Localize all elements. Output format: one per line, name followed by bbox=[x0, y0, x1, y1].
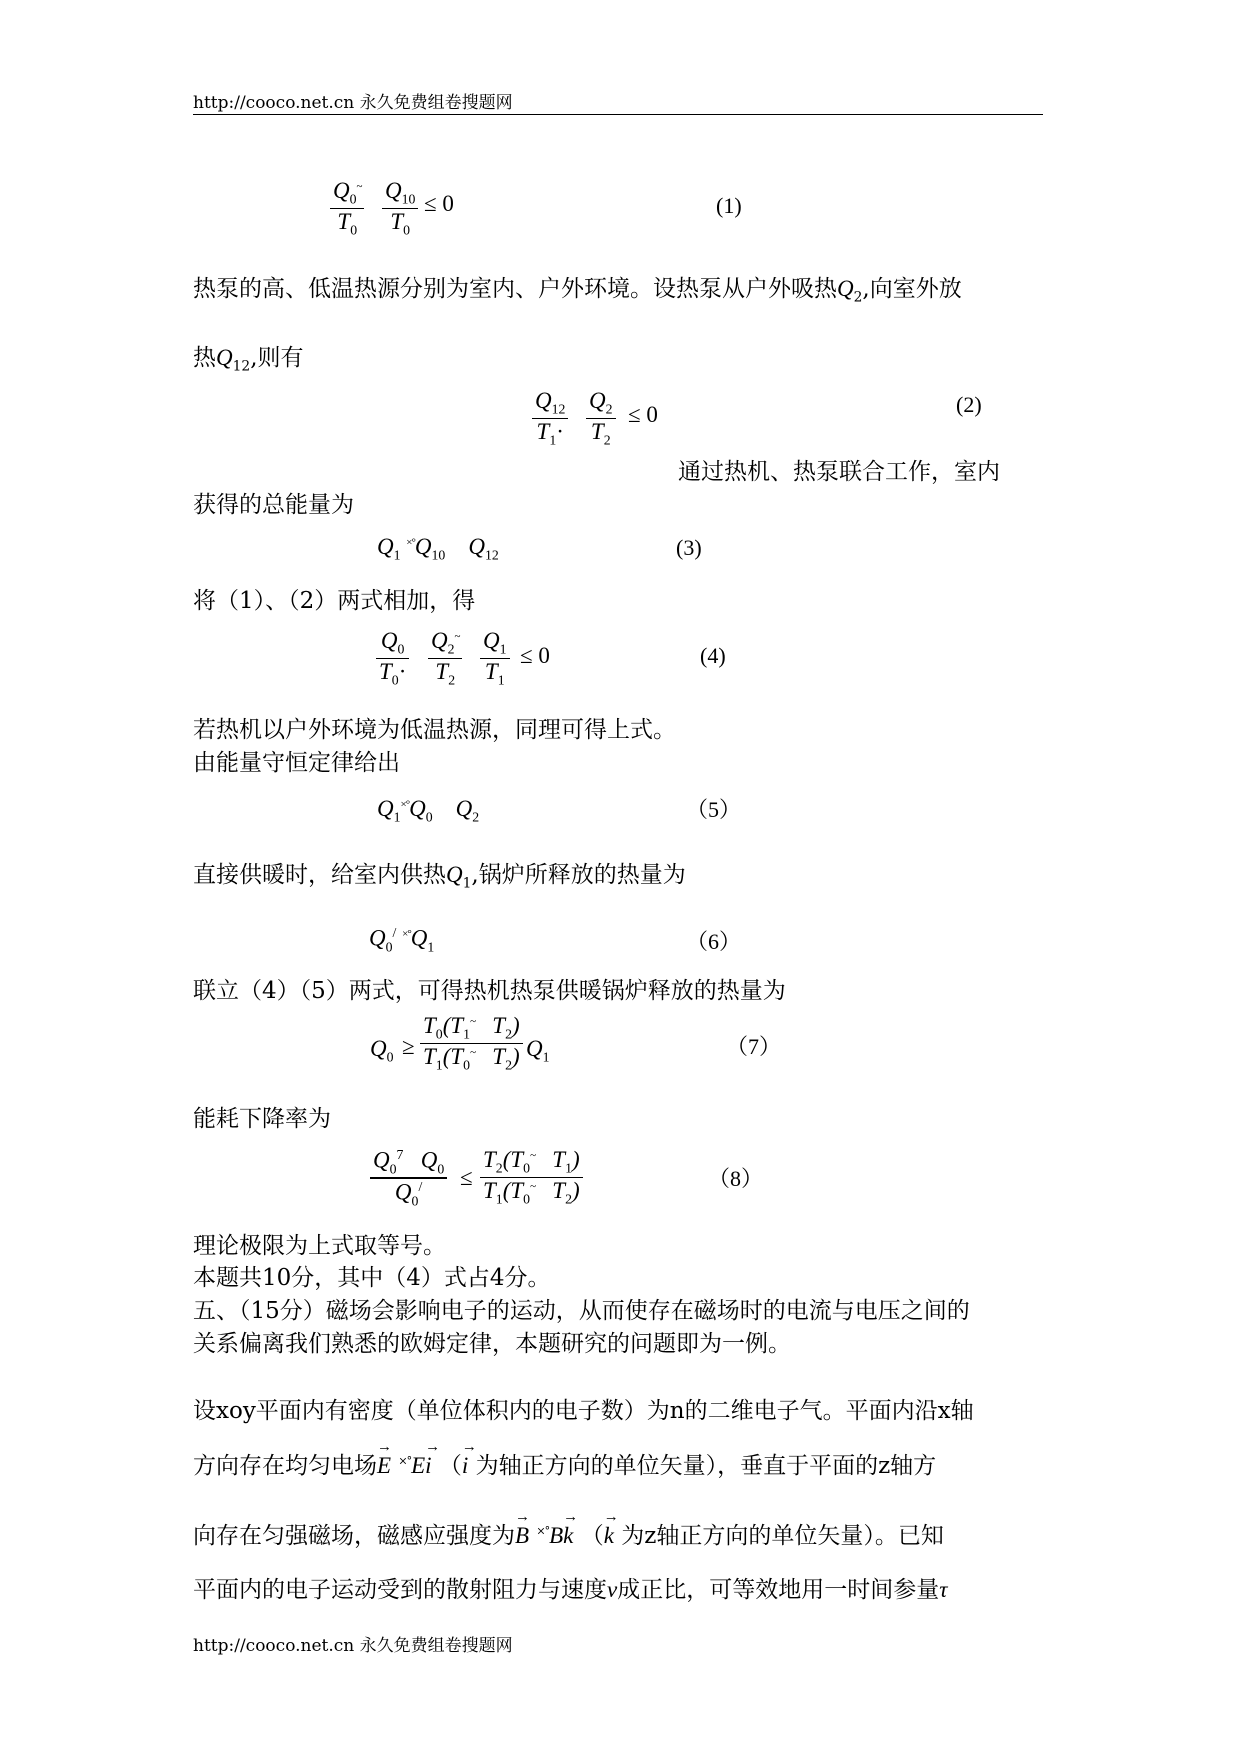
eq5-label: （5） bbox=[686, 797, 742, 822]
paragraph-3: 通过热机、热泵联合工作，室内 bbox=[678, 459, 1000, 485]
eq4-label: (4) bbox=[700, 643, 726, 668]
eq7-relation: ≥ bbox=[402, 1034, 415, 1059]
header-rule bbox=[193, 114, 1043, 115]
equation-3: $Q_1$ $^{\times^\circ}Q_{10}$ $Q_{12}$ bbox=[377, 534, 499, 563]
paragraph-14: 关系偏离我们熟悉的欧姆定律，本题研究的问题即为一例。 bbox=[193, 1331, 791, 1357]
paragraph-7: 由能量守恒定律给出 bbox=[193, 750, 400, 776]
paragraph-13: 五、（15分）磁场会影响电子的运动，从而使存在磁场时的电流与电压之间的 bbox=[193, 1298, 970, 1324]
eq2-relation: ≤ 0 bbox=[628, 402, 658, 427]
paragraph-17: 向存在匀强磁场，磁感应强度为→ B ×°B→ k （→ k 为z轴正方向的单位矢量）。已知 bbox=[193, 1517, 944, 1550]
eq8-label: （8） bbox=[708, 1166, 764, 1191]
paragraph-2: 热$Q_{12}$,则有 bbox=[193, 345, 304, 375]
eq4-relation: ≤ 0 bbox=[520, 643, 550, 668]
eq8-relation: ≤ bbox=[460, 1165, 473, 1190]
paragraph-9: 联立（4）（5）两式，可得热机热泵供暖锅炉释放的热量为 bbox=[193, 978, 786, 1004]
paragraph-8: 直接供暖时，给室内供热$Q_1$,锅炉所释放的热量为 bbox=[193, 862, 686, 892]
paragraph-4: 获得的总能量为 bbox=[193, 492, 354, 518]
eq1-relation: ≤ 0 bbox=[424, 191, 454, 216]
eq3-label: (3) bbox=[676, 535, 702, 560]
paragraph-18: 平面内的电子运动受到的散射阻力与速度v成正比，可等效地用一时间参量τ bbox=[193, 1577, 948, 1603]
equation-5: $Q_1^{\times^\circ}Q_0$ $Q_2$ bbox=[377, 796, 480, 825]
equation-6: $Q_0^/$ $^{\times^\circ}Q_1$ bbox=[369, 925, 435, 955]
eq6-label: （6） bbox=[686, 929, 742, 954]
paragraph-5: 将（1）、（2）两式相加，得 bbox=[193, 588, 476, 614]
page-header: http://cooco.net.cn 永久免费组卷搜题网 bbox=[193, 93, 513, 113]
eq7-label: （7） bbox=[726, 1034, 782, 1059]
page-footer: http://cooco.net.cn 永久免费组卷搜题网 bbox=[193, 1636, 513, 1656]
eq1-label: (1) bbox=[716, 193, 742, 218]
paragraph-1: 热泵的高、低温热源分别为室内、户外环境。设热泵从户外吸热$Q_2$,向室外放 bbox=[193, 276, 962, 306]
paragraph-12: 本题共10分，其中（4）式占4分。 bbox=[193, 1265, 551, 1291]
paragraph-6: 若热机以户外环境为低温热源，同理可得上式。 bbox=[193, 717, 676, 743]
eq2-label: (2) bbox=[956, 392, 982, 417]
paragraph-16: 方向存在均匀电场→ E ×°E→ i （→ i 为轴正方向的单位矢量），垂直于平面的z轴方 bbox=[193, 1447, 936, 1480]
paragraph-11: 理论极限为上式取等号。 bbox=[193, 1233, 446, 1259]
paragraph-15: 设xoy平面内有密度（单位体积内的电子数）为n的二维电子气。平面内沿x轴 bbox=[193, 1398, 974, 1424]
paragraph-10: 能耗下降率为 bbox=[193, 1106, 331, 1132]
